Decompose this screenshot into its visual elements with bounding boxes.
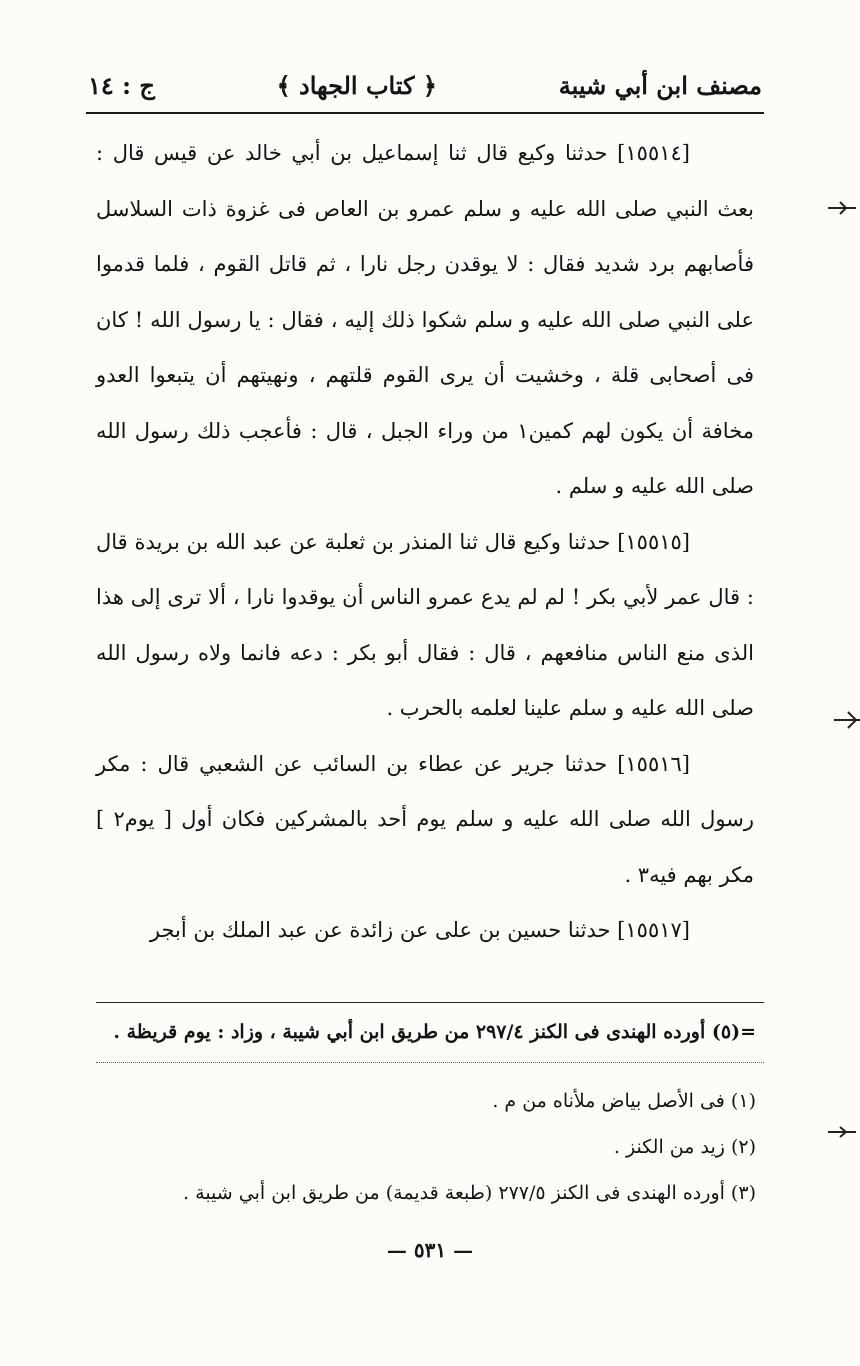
hadith-paragraph: [١٥٥١٤] حدثنا وكيع قال ثنا إسماعيل بن أبي خالد عن قيس قال : بعث النبي صلى الله عليه و سلم عمرو بن العاص فى غزوة ذات السلاسل فأصابهم برد شديد فقال : لا يوقدن رجل نارا ، ثم قاتل القوم ، فلما قدموا على النبي صلى الله عليه و سلم شكوا ذلك إليه ، فقال : يا رسول الله ! كان فى أصحابى قلة ، وخشيت أن يرى القوم قلتهم ، ونهيتهم أن يتبعوا العدو مخافة أن يكون لهم كمين١ من وراء الجبل ، قال : فأعجب ذلك رسول الله صلى الله عليه و سلم . (96, 141, 755, 498)
volume-number: ج : ١٤ (88, 70, 155, 100)
margin-mark-icon (830, 710, 860, 730)
section-title: ﴿ كتاب الجهاد ﴾ (276, 70, 437, 100)
footnote-item: (٣) أورده الهندى فى الكنز ٢٧٧/٥ (طبعة قديمة) من طريق ابن أبي شيبة . (183, 1182, 756, 1204)
footnote-continued: =(٥) أورده الهندى فى الكنز ٢٩٧/٤ من طريق ابن أبي شيبة ، وزاد : يوم قريظة . (113, 1021, 756, 1043)
footnotes (96, 1078, 756, 1216)
main-text (96, 126, 754, 959)
footnote-rule (96, 1002, 764, 1003)
header-rule (86, 112, 764, 114)
page-header (88, 62, 762, 108)
footnote-separator (96, 1062, 764, 1063)
footnote-item: (٢) زيد من الكنز . (613, 1136, 756, 1158)
footnote-item: (١) فى الأصل بياض ملأناه من م . (492, 1090, 756, 1112)
margin-mark-icon (826, 1122, 856, 1142)
margin-mark-icon (826, 198, 856, 218)
hadith-paragraph: [١٥٥١٥] حدثنا وكيع قال ثنا المنذر بن ثعلبة عن عبد الله بن بريدة قال : قال عمر لأبي بكر ! لم لم يدع عمرو الناس أن يوقدوا نارا ، ألا ترى إلى هذا الذى منع الناس منافعهم ، قال : فقال أبو بكر : دعه فانما ولاه رسول الله صلى الله عليه و سلم علينا لعلمه بالحرب . (96, 529, 754, 720)
hadith-paragraph: [١٥٥١٧] حدثنا حسين بن على عن زائدة عن عبد الملك بن أبجر (149, 918, 690, 942)
hadith-paragraph: [١٥٥١٦] حدثنا جرير عن عطاء بن السائب عن الشعبي قال : مكر رسول الله صلى الله عليه و سلم يوم أحد بالمشركين فكان أول [ يوم٢ ] مكر بهم فيه٣ . (96, 751, 754, 887)
page-number: — ٥٣١ — (386, 1238, 474, 1262)
book-title: مصنف ابن أبي شيبة (558, 70, 762, 100)
